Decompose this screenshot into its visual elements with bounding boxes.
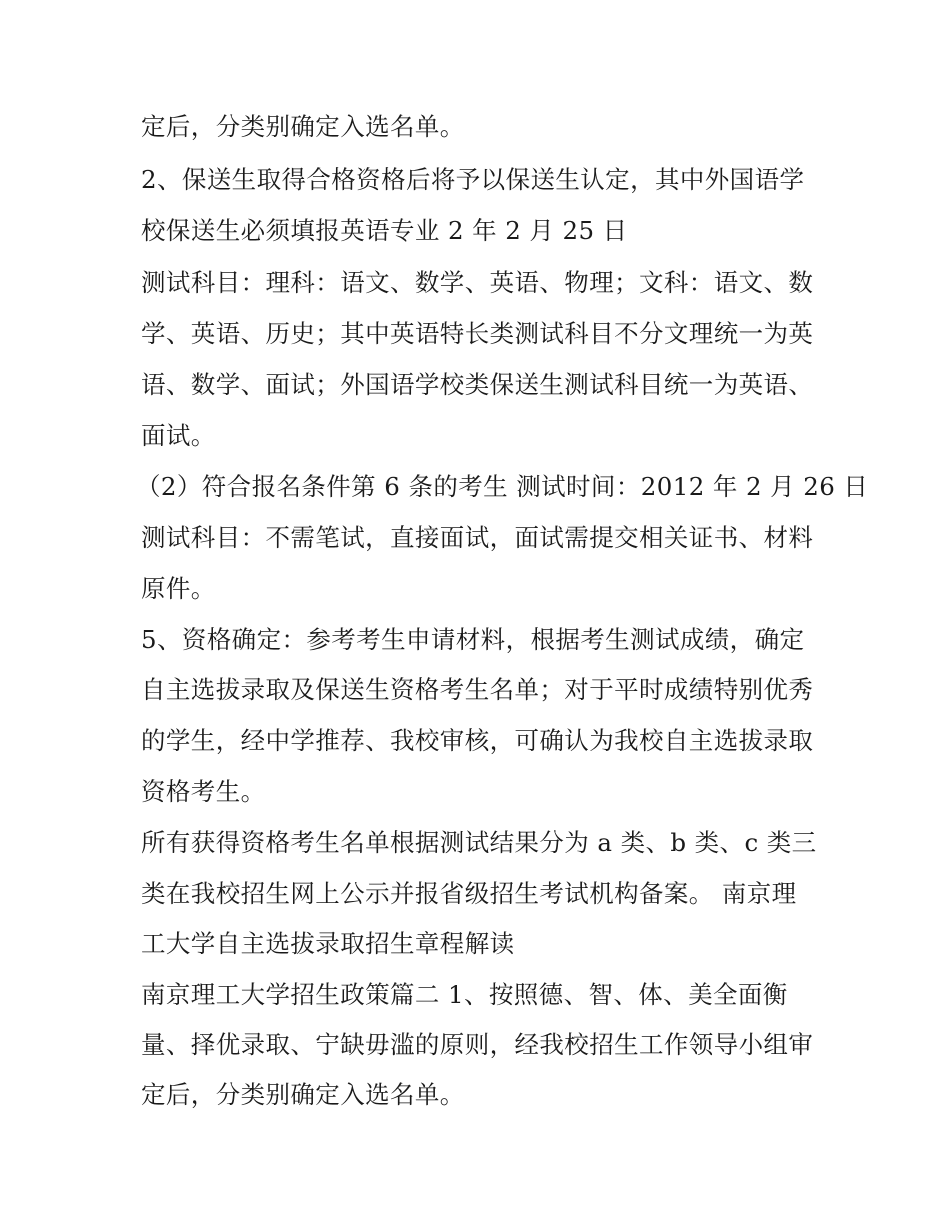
text-line: 定后，分类别确定入选名单。 (141, 112, 465, 141)
text-line: 资格考生。 (141, 777, 266, 806)
text-line: 测试科目：不需笔试，直接面试，面试需提交相关证书、材料 (141, 523, 814, 552)
text-line: 所有获得资格考生名单根据测试结果分为 a 类、b 类、c 类三 (141, 828, 817, 857)
text-line: 量、择优录取、宁缺毋滥的原则，经我校招生工作领导小组审 (141, 1030, 814, 1059)
text-line: 2、保送生取得合格资格后将予以保送生认定，其中外国语学 (141, 165, 805, 194)
text-line: 测试科目：理科：语文、数学、英语、物理；文科：语文、数 (141, 268, 814, 297)
text-line: 5、资格确定：参考考生申请材料，根据考生测试成绩，确定 (141, 625, 805, 654)
text-line: 类在我校招生网上公示并报省级招生考试机构备案。 南京理 (141, 879, 797, 908)
text-line: 的学生，经中学推荐、我校审核，可确认为我校自主选拔录取 (141, 726, 814, 755)
text-line: 语、数学、面试；外国语学校类保送生测试科目统一为英语、 (141, 370, 814, 399)
text-line: 校保送生必须填报英语专业 2 年 2 月 25 日 (141, 216, 628, 245)
text-line: （2）符合报名条件第 6 条的考生 测试时间：2012 年 2 月 26 日 (136, 472, 869, 501)
text-line: 学、英语、历史；其中英语特长类测试科目不分文理统一为英 (141, 319, 814, 348)
text-line: 自主选拔录取及保送生资格考生名单；对于平时成绩特别优秀 (141, 675, 814, 704)
text-line: 工大学自主选拔录取招生章程解读 (141, 929, 515, 958)
text-line: 定后，分类别确定入选名单。 (141, 1080, 465, 1109)
text-line: 原件。 (141, 574, 216, 603)
text-line: 南京理工大学招生政策篇二 1、按照德、智、体、美全面衡 (141, 980, 788, 1009)
text-line: 面试。 (141, 421, 216, 450)
